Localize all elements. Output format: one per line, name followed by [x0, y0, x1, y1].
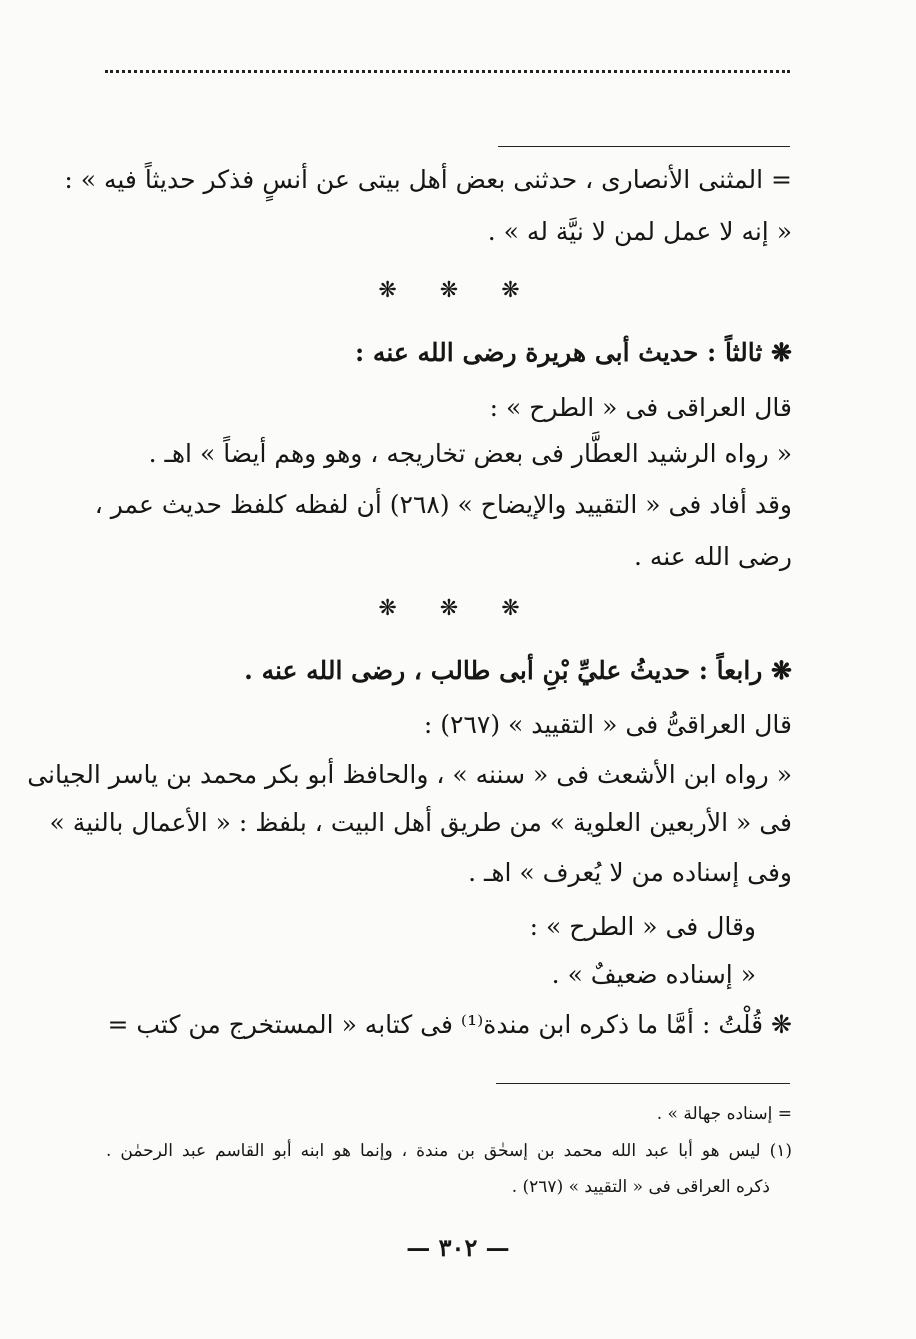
text-line: وفى إسناده من لا يُعرف » اهـ . [468, 858, 792, 887]
dotted-header-rule [105, 70, 790, 73]
footnote-continuation: = إسناده جهالة » . [656, 1104, 792, 1124]
footnote-rule [496, 1083, 790, 1084]
top-rule [498, 146, 790, 147]
text-line: فى « الأربعين العلوية » من طريق أهل البيت ، بلفظ : « الأعمال بالنية » [49, 808, 792, 837]
section-heading: ❋ رابعاً : حديثُ عليِّ بْنِ أبى طالب ، رضى الله عنه . [244, 656, 792, 685]
text-line: قال العراقىُّ فى « التقييد » (٢٦٧) : [423, 710, 792, 739]
text-line: « إنه لا عمل لمن لا نيَّة له » . [487, 217, 792, 246]
text-line: « إسناده ضعيفٌ » . [551, 960, 756, 989]
footnote: ذكره العراقى فى « التقييد » (٢٦٧) . [511, 1177, 770, 1197]
text-line: « رواه الرشيد العطَّار فى بعض تخاريجه ، وهو وهم أيضاً » اهـ . [148, 439, 792, 468]
text-line: = المثنى الأنصارى ، حدثنى بعض أهل بيتى عن أنسٍ فذكر حديثاً فيه » : [64, 165, 792, 194]
section-separator: ❋ ❋ ❋ [378, 596, 538, 621]
section-heading: ❋ ثالثاً : حديث أبى هريرة رضى الله عنه : [355, 338, 792, 367]
text-line: ❋ قُلْتُ : أمَّا ما ذكره ابن مندة⁽¹⁾ فى كتابه « المستخرج من كتب = [107, 1010, 792, 1039]
page-number: — ٣٠٢ — [406, 1233, 510, 1262]
text-line: وقال فى « الطرح » : [529, 912, 756, 941]
section-separator: ❋ ❋ ❋ [378, 278, 538, 303]
text-line: « رواه ابن الأشعث فى « سننه » ، والحافظ أبو بكر محمد بن ياسر الجيانى [27, 760, 792, 789]
text-line: قال العراقى فى « الطرح » : [489, 393, 792, 422]
text-line: رضى الله عنه . [633, 542, 792, 571]
text-line: وقد أفاد فى « التقييد والإيضاح » (٢٦٨) أن لفظه كلفظ حديث عمر ، [94, 490, 792, 519]
footnote: (١) ليس هو أبا عبد الله محمد بن إسحٰق بن مندة ، وإنما هو ابنه أبو القاسم عبد الرحمٰن . [106, 1141, 792, 1161]
